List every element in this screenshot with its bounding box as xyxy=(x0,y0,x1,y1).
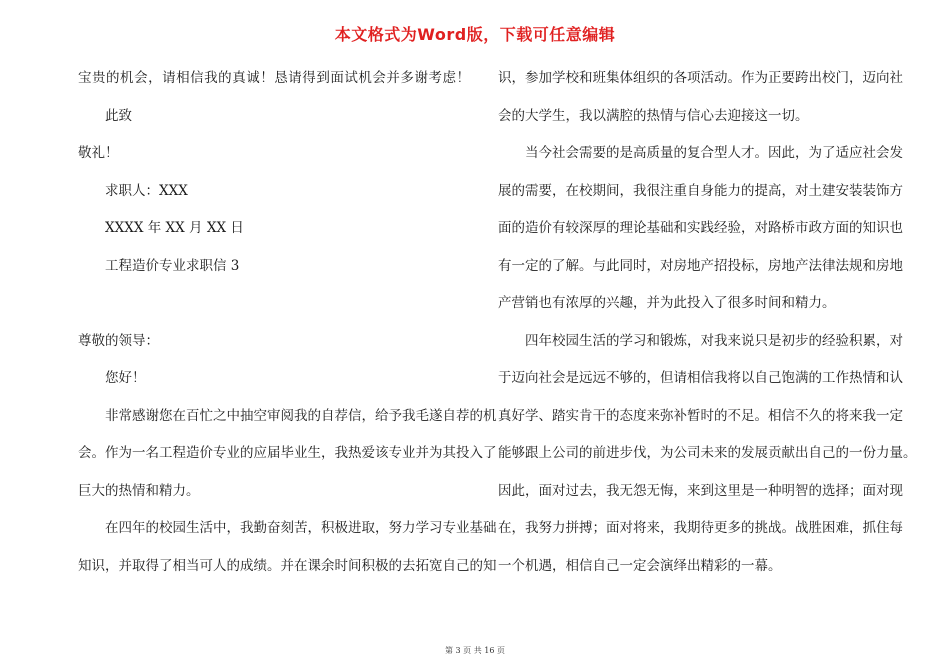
text-line: 求职人：XXX xyxy=(105,182,188,199)
text-line: XXXX 年 XX 月 XX 日 xyxy=(105,220,244,236)
text-line: 会的大学生，我以满腔的热情与信心去迎接这一切。 xyxy=(498,107,809,124)
salutation: 尊敬的领导： xyxy=(78,332,159,349)
text-line: 会。作为一名工程造价专业的应届毕业生，我热爱该专业并为其投入了 xyxy=(78,445,497,461)
left-text-column xyxy=(78,60,497,585)
text-line: 面的造价有较深厚的理论基础和实践经验，对路桥市政方面的知识也 xyxy=(498,220,903,236)
text-line: 一个机遇，相信自己一定会演绎出精彩的一幕。 xyxy=(498,557,782,574)
blank-line xyxy=(78,285,470,323)
text-line: 真好学、踏实肯干的态度来弥补暂时的不足。相信不久的将来我一定 xyxy=(498,407,903,424)
greeting: 您好！ xyxy=(105,370,146,386)
text-line: 因此，面对过去，我无怨无悔，来到这里是一种明智的选择；面对现 xyxy=(498,482,903,499)
text-line: 于迈向社会是远远不够的，但请相信我将以自己饱满的工作热情和认 xyxy=(498,370,903,386)
text-line: 有一定的了解。与此同时，对房地产招投标，房地产法律法规和房地 xyxy=(498,257,903,274)
text-line: 四年校园生活的学习和锻炼，对我来说只是初步的经验积累，对 xyxy=(525,332,903,349)
text-line: 此致 xyxy=(105,107,132,124)
text-line: 在，我努力拼搏；面对将来，我期待更多的挑战。战胜困难，抓住每 xyxy=(498,520,903,536)
text-line: 非常感谢您在百忙之中抽空审阅我的自荐信，给予我毛遂自荐的机 xyxy=(105,407,497,424)
text-line: 产营销也有浓厚的兴趣，并为此投入了很多时间和精力。 xyxy=(498,295,836,311)
text-line: 展的需要，在校期间，我很注重自身能力的提高，对土建安装装饰方 xyxy=(498,182,903,199)
text-line: 宝贵的机会，请相信我的真诚！恳请得到面试机会并多谢考虑！ xyxy=(78,70,470,86)
text-line: 巨大的热情和精力。 xyxy=(78,482,200,499)
page-number-footer: 第 3 页 共 16 页 xyxy=(445,646,505,655)
letter-title: 工程造价专业求职信 3 xyxy=(105,257,240,274)
document-header-title: 本文格式为Word版，下载可任意编辑 xyxy=(334,25,616,44)
text-line: 能够跟上公司的前进步伐，为公司未来的发展贡献出自己的一份力量。 xyxy=(498,445,917,461)
text-line: 知识，并取得了相当可人的成绩。并在课余时间积极的去拓宽自己的知 xyxy=(78,557,497,574)
text-line: 敬礼！ xyxy=(78,145,119,161)
text-line: 当今社会需要的是高质量的复合型人才。因此，为了适应社会发 xyxy=(525,145,903,161)
text-line: 识，参加学校和班集体组织的各项活动。作为正要跨出校门，迈向社 xyxy=(498,70,903,86)
right-text-column xyxy=(498,60,917,585)
text-line: 在四年的校园生活中，我勤奋刻苦，积极进取，努力学习专业基础 xyxy=(105,520,497,536)
